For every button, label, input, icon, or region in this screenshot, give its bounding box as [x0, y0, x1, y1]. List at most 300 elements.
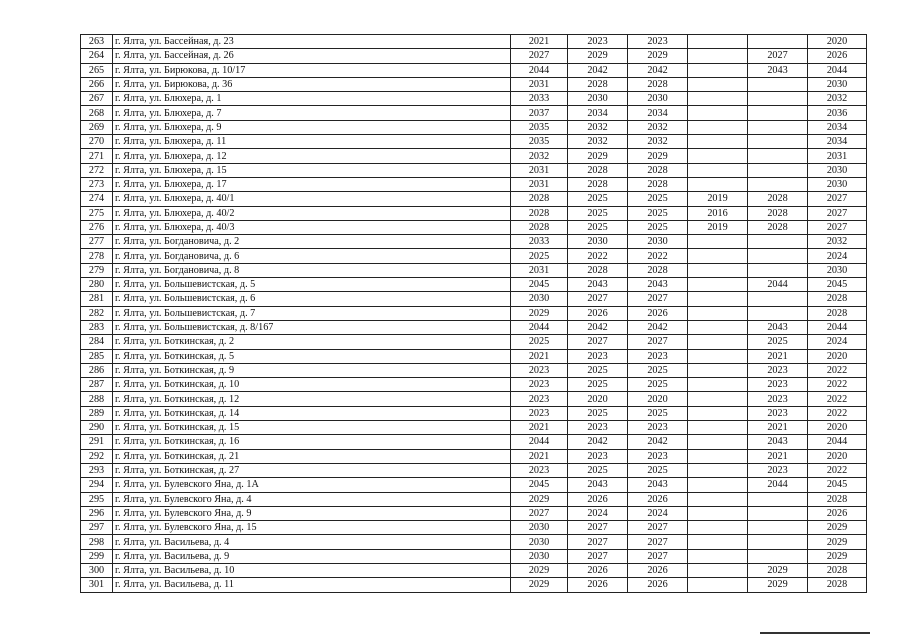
cell-address: г. Ялта, ул. Блюхера, д. 17 [113, 177, 511, 191]
cell-year-col-5: 2029 [748, 578, 808, 592]
table-row [81, 349, 867, 363]
cell-address: г. Ялта, ул. Боткинская, д. 10 [113, 378, 511, 392]
cell-row-number: 278 [81, 249, 113, 263]
cell-year-col-3: 2043 [628, 478, 688, 492]
cell-address: г. Ялта, ул. Васильева, д. 11 [113, 578, 511, 592]
cell-year-col-3: 2028 [628, 177, 688, 191]
cell-year-col-1: 2035 [511, 135, 568, 149]
cell-address: г. Ялта, ул. Васильева, д. 10 [113, 563, 511, 577]
cell-year-col-2: 2032 [568, 120, 628, 134]
cell-year-col-1: 2027 [511, 49, 568, 63]
table-row [81, 406, 867, 420]
cell-year-col-4 [688, 63, 748, 77]
table-row [81, 435, 867, 449]
cell-row-number: 290 [81, 421, 113, 435]
cell-row-number: 272 [81, 163, 113, 177]
cell-row-number: 268 [81, 106, 113, 120]
table-row [81, 292, 867, 306]
cell-year-col-2: 2032 [568, 135, 628, 149]
table-row [81, 263, 867, 277]
cell-row-number: 273 [81, 177, 113, 191]
cell-year-col-4 [688, 163, 748, 177]
cell-year-col-6: 2027 [808, 192, 867, 206]
cell-year-col-1: 2028 [511, 220, 568, 234]
cell-year-col-1: 2023 [511, 378, 568, 392]
cell-year-col-1: 2044 [511, 320, 568, 334]
cell-address: г. Ялта, ул. Блюхера, д. 40/1 [113, 192, 511, 206]
cell-year-col-1: 2031 [511, 77, 568, 91]
cell-year-col-6: 2024 [808, 249, 867, 263]
cell-row-number: 266 [81, 77, 113, 91]
cell-year-col-5: 2025 [748, 335, 808, 349]
cell-year-col-3: 2028 [628, 77, 688, 91]
cell-year-col-5 [748, 77, 808, 91]
table-row [81, 421, 867, 435]
cell-year-col-4: 2019 [688, 192, 748, 206]
cell-year-col-6: 2022 [808, 378, 867, 392]
cell-year-col-6: 2030 [808, 263, 867, 277]
cell-year-col-4 [688, 549, 748, 563]
cell-year-col-5 [748, 263, 808, 277]
cell-year-col-4 [688, 363, 748, 377]
cell-year-col-6: 2029 [808, 549, 867, 563]
table-row [81, 549, 867, 563]
cell-year-col-3: 2022 [628, 249, 688, 263]
cell-year-col-6: 2020 [808, 349, 867, 363]
cell-year-col-5: 2021 [748, 421, 808, 435]
cell-address: г. Ялта, ул. Боткинская, д. 21 [113, 449, 511, 463]
cell-row-number: 267 [81, 92, 113, 106]
cell-year-col-1: 2037 [511, 106, 568, 120]
cell-row-number: 295 [81, 492, 113, 506]
cell-row-number: 286 [81, 363, 113, 377]
cell-row-number: 276 [81, 220, 113, 234]
cell-year-col-6: 2030 [808, 77, 867, 91]
cell-year-col-4 [688, 535, 748, 549]
cell-address: г. Ялта, ул. Бирюкова, д. 10/17 [113, 63, 511, 77]
cell-year-col-1: 2029 [511, 492, 568, 506]
table-row [81, 563, 867, 577]
cell-year-col-4 [688, 449, 748, 463]
cell-row-number: 275 [81, 206, 113, 220]
cell-row-number: 287 [81, 378, 113, 392]
cell-year-col-6: 2028 [808, 306, 867, 320]
cell-year-col-4 [688, 135, 748, 149]
cell-year-col-5: 2023 [748, 463, 808, 477]
table-row [81, 521, 867, 535]
cell-year-col-2: 2023 [568, 349, 628, 363]
cell-row-number: 280 [81, 278, 113, 292]
cell-year-col-6: 2027 [808, 220, 867, 234]
cell-address: г. Ялта, ул. Булевского Яна, д. 15 [113, 521, 511, 535]
table-row [81, 49, 867, 63]
table-row [81, 335, 867, 349]
table-row [81, 120, 867, 134]
cell-address: г. Ялта, ул. Богдановича, д. 2 [113, 235, 511, 249]
table-row [81, 149, 867, 163]
table-row [81, 506, 867, 520]
housing-schedule-table [80, 34, 867, 593]
cell-year-col-5: 2043 [748, 320, 808, 334]
cell-row-number: 271 [81, 149, 113, 163]
cell-year-col-3: 2023 [628, 349, 688, 363]
cell-address: г. Ялта, ул. Боткинская, д. 16 [113, 435, 511, 449]
cell-address: г. Ялта, ул. Большевистская, д. 5 [113, 278, 511, 292]
cell-year-col-4 [688, 35, 748, 49]
cell-row-number: 264 [81, 49, 113, 63]
cell-row-number: 288 [81, 392, 113, 406]
table-row [81, 92, 867, 106]
cell-year-col-3: 2025 [628, 220, 688, 234]
cell-year-col-6: 2028 [808, 492, 867, 506]
cell-year-col-5 [748, 177, 808, 191]
cell-address: г. Ялта, ул. Боткинская, д. 15 [113, 421, 511, 435]
table-row [81, 249, 867, 263]
cell-year-col-6: 2045 [808, 478, 867, 492]
cell-year-col-5 [748, 135, 808, 149]
cell-row-number: 263 [81, 35, 113, 49]
cell-year-col-3: 2024 [628, 506, 688, 520]
cell-year-col-6: 2036 [808, 106, 867, 120]
cell-year-col-1: 2030 [511, 549, 568, 563]
cell-year-col-6: 2031 [808, 149, 867, 163]
cell-year-col-2: 2024 [568, 506, 628, 520]
cell-year-col-1: 2031 [511, 163, 568, 177]
cell-year-col-6: 2029 [808, 521, 867, 535]
cell-year-col-3: 2042 [628, 435, 688, 449]
cell-row-number: 296 [81, 506, 113, 520]
cell-year-col-4 [688, 292, 748, 306]
table-row [81, 192, 867, 206]
cell-year-col-1: 2044 [511, 63, 568, 77]
cell-year-col-5: 2021 [748, 449, 808, 463]
cell-year-col-1: 2045 [511, 478, 568, 492]
cell-row-number: 292 [81, 449, 113, 463]
cell-year-col-4 [688, 392, 748, 406]
cell-year-col-3: 2030 [628, 92, 688, 106]
cell-year-col-1: 2023 [511, 363, 568, 377]
cell-address: г. Ялта, ул. Боткинская, д. 2 [113, 335, 511, 349]
cell-row-number: 279 [81, 263, 113, 277]
cell-year-col-3: 2027 [628, 535, 688, 549]
cell-year-col-2: 2028 [568, 263, 628, 277]
cell-year-col-1: 2044 [511, 435, 568, 449]
cell-row-number: 289 [81, 406, 113, 420]
cell-row-number: 269 [81, 120, 113, 134]
cell-year-col-3: 2025 [628, 363, 688, 377]
cell-year-col-6: 2032 [808, 235, 867, 249]
table-row [81, 135, 867, 149]
cell-year-col-4 [688, 378, 748, 392]
cell-row-number: 301 [81, 578, 113, 592]
cell-year-col-4 [688, 463, 748, 477]
cell-year-col-2: 2030 [568, 235, 628, 249]
document-sheet [80, 34, 866, 593]
table-row [81, 320, 867, 334]
cell-year-col-1: 2028 [511, 192, 568, 206]
cell-address: г. Ялта, ул. Боткинская, д. 12 [113, 392, 511, 406]
table-row [81, 363, 867, 377]
cell-address: г. Ялта, ул. Бассейная, д. 26 [113, 49, 511, 63]
cell-year-col-2: 2027 [568, 292, 628, 306]
cell-year-col-4 [688, 406, 748, 420]
cell-year-col-3: 2029 [628, 149, 688, 163]
table-body [81, 35, 867, 593]
page-edge-mark [760, 632, 870, 634]
table-row [81, 492, 867, 506]
cell-year-col-4 [688, 578, 748, 592]
cell-year-col-4 [688, 120, 748, 134]
cell-row-number: 282 [81, 306, 113, 320]
cell-year-col-2: 2028 [568, 77, 628, 91]
cell-year-col-5 [748, 92, 808, 106]
cell-year-col-4 [688, 49, 748, 63]
cell-year-col-3: 2025 [628, 192, 688, 206]
cell-year-col-5: 2023 [748, 406, 808, 420]
cell-year-col-3: 2042 [628, 320, 688, 334]
table-row [81, 449, 867, 463]
cell-year-col-4 [688, 492, 748, 506]
table-row [81, 177, 867, 191]
cell-year-col-5 [748, 235, 808, 249]
cell-year-col-1: 2021 [511, 449, 568, 463]
cell-year-col-4 [688, 278, 748, 292]
cell-year-col-5: 2028 [748, 192, 808, 206]
cell-year-col-2: 2028 [568, 177, 628, 191]
cell-year-col-2: 2042 [568, 435, 628, 449]
cell-year-col-6: 2022 [808, 392, 867, 406]
cell-address: г. Ялта, ул. Булевского Яна, д. 4 [113, 492, 511, 506]
cell-year-col-2: 2042 [568, 63, 628, 77]
cell-year-col-5 [748, 120, 808, 134]
cell-year-col-1: 2031 [511, 263, 568, 277]
table-row [81, 278, 867, 292]
cell-year-col-5: 2028 [748, 220, 808, 234]
cell-year-col-6: 2034 [808, 120, 867, 134]
cell-year-col-2: 2027 [568, 535, 628, 549]
table-row [81, 463, 867, 477]
cell-year-col-6: 2020 [808, 35, 867, 49]
cell-row-number: 300 [81, 563, 113, 577]
cell-year-col-2: 2025 [568, 406, 628, 420]
cell-year-col-5: 2023 [748, 378, 808, 392]
table-row [81, 235, 867, 249]
cell-year-col-6: 2034 [808, 135, 867, 149]
cell-year-col-3: 2026 [628, 492, 688, 506]
cell-year-col-4 [688, 320, 748, 334]
cell-year-col-5: 2023 [748, 363, 808, 377]
cell-year-col-4 [688, 77, 748, 91]
cell-year-col-3: 2026 [628, 578, 688, 592]
cell-year-col-6: 2022 [808, 363, 867, 377]
cell-year-col-6: 2028 [808, 563, 867, 577]
cell-year-col-5 [748, 292, 808, 306]
cell-year-col-6: 2024 [808, 335, 867, 349]
cell-year-col-2: 2022 [568, 249, 628, 263]
cell-row-number: 299 [81, 549, 113, 563]
cell-row-number: 281 [81, 292, 113, 306]
cell-year-col-5: 2029 [748, 563, 808, 577]
cell-year-col-3: 2028 [628, 163, 688, 177]
cell-year-col-4 [688, 421, 748, 435]
cell-year-col-6: 2044 [808, 320, 867, 334]
cell-year-col-5 [748, 249, 808, 263]
cell-year-col-1: 2033 [511, 235, 568, 249]
cell-year-col-2: 2025 [568, 206, 628, 220]
cell-year-col-1: 2021 [511, 421, 568, 435]
cell-year-col-3: 2032 [628, 120, 688, 134]
cell-year-col-3: 2042 [628, 63, 688, 77]
cell-year-col-5 [748, 535, 808, 549]
cell-year-col-1: 2023 [511, 463, 568, 477]
cell-year-col-2: 2025 [568, 378, 628, 392]
cell-year-col-1: 2035 [511, 120, 568, 134]
cell-address: г. Ялта, ул. Боткинская, д. 14 [113, 406, 511, 420]
cell-address: г. Ялта, ул. Боткинская, д. 5 [113, 349, 511, 363]
table-row [81, 77, 867, 91]
cell-year-col-4 [688, 149, 748, 163]
cell-year-col-6: 2028 [808, 292, 867, 306]
cell-year-col-2: 2030 [568, 92, 628, 106]
cell-address: г. Ялта, ул. Большевистская, д. 8/167 [113, 320, 511, 334]
cell-year-col-5: 2044 [748, 478, 808, 492]
cell-year-col-6: 2020 [808, 449, 867, 463]
table-row [81, 206, 867, 220]
cell-year-col-2: 2027 [568, 335, 628, 349]
cell-year-col-6: 2027 [808, 206, 867, 220]
cell-year-col-6: 2026 [808, 506, 867, 520]
cell-year-col-4 [688, 235, 748, 249]
cell-year-col-2: 2043 [568, 278, 628, 292]
cell-year-col-3: 2023 [628, 35, 688, 49]
table-row [81, 578, 867, 592]
cell-year-col-3: 2026 [628, 306, 688, 320]
table-row [81, 106, 867, 120]
cell-year-col-5: 2043 [748, 435, 808, 449]
cell-year-col-5 [748, 549, 808, 563]
cell-address: г. Ялта, ул. Блюхера, д. 1 [113, 92, 511, 106]
cell-year-col-4 [688, 521, 748, 535]
cell-year-col-3: 2025 [628, 463, 688, 477]
cell-year-col-3: 2027 [628, 521, 688, 535]
cell-year-col-1: 2029 [511, 306, 568, 320]
cell-row-number: 293 [81, 463, 113, 477]
cell-address: г. Ялта, ул. Бассейная, д. 23 [113, 35, 511, 49]
cell-year-col-6: 2030 [808, 177, 867, 191]
cell-year-col-1: 2030 [511, 535, 568, 549]
cell-year-col-4 [688, 249, 748, 263]
cell-year-col-2: 2026 [568, 578, 628, 592]
cell-year-col-5 [748, 35, 808, 49]
cell-year-col-5 [748, 163, 808, 177]
cell-year-col-5 [748, 492, 808, 506]
cell-year-col-1: 2030 [511, 292, 568, 306]
cell-year-col-4 [688, 349, 748, 363]
cell-address: г. Ялта, ул. Боткинская, д. 27 [113, 463, 511, 477]
cell-address: г. Ялта, ул. Блюхера, д. 12 [113, 149, 511, 163]
cell-row-number: 277 [81, 235, 113, 249]
cell-address: г. Ялта, ул. Васильева, д. 4 [113, 535, 511, 549]
cell-year-col-2: 2042 [568, 320, 628, 334]
cell-year-col-5: 2023 [748, 392, 808, 406]
cell-year-col-2: 2029 [568, 49, 628, 63]
cell-year-col-3: 2029 [628, 49, 688, 63]
cell-year-col-2: 2027 [568, 521, 628, 535]
cell-year-col-6: 2022 [808, 406, 867, 420]
cell-year-col-3: 2025 [628, 406, 688, 420]
cell-year-col-2: 2023 [568, 35, 628, 49]
cell-year-col-4 [688, 335, 748, 349]
cell-year-col-6: 2044 [808, 435, 867, 449]
cell-year-col-1: 2028 [511, 206, 568, 220]
cell-year-col-3: 2023 [628, 449, 688, 463]
cell-address: г. Ялта, ул. Булевского Яна, д. 1А [113, 478, 511, 492]
cell-year-col-1: 2030 [511, 521, 568, 535]
table-row [81, 163, 867, 177]
cell-year-col-6: 2032 [808, 92, 867, 106]
cell-year-col-3: 2030 [628, 235, 688, 249]
cell-year-col-2: 2028 [568, 163, 628, 177]
cell-row-number: 291 [81, 435, 113, 449]
cell-address: г. Ялта, ул. Блюхера, д. 9 [113, 120, 511, 134]
cell-year-col-1: 2027 [511, 506, 568, 520]
cell-year-col-1: 2033 [511, 92, 568, 106]
cell-row-number: 284 [81, 335, 113, 349]
cell-year-col-6: 2030 [808, 163, 867, 177]
cell-year-col-3: 2027 [628, 292, 688, 306]
cell-year-col-2: 2023 [568, 421, 628, 435]
cell-address: г. Ялта, ул. Блюхера, д. 40/3 [113, 220, 511, 234]
cell-year-col-3: 2027 [628, 335, 688, 349]
cell-year-col-1: 2023 [511, 392, 568, 406]
cell-address: г. Ялта, ул. Блюхера, д. 15 [113, 163, 511, 177]
cell-year-col-1: 2045 [511, 278, 568, 292]
cell-year-col-5 [748, 106, 808, 120]
cell-row-number: 274 [81, 192, 113, 206]
cell-address: г. Ялта, ул. Блюхера, д. 11 [113, 135, 511, 149]
cell-row-number: 283 [81, 320, 113, 334]
cell-year-col-1: 2032 [511, 149, 568, 163]
cell-year-col-4 [688, 435, 748, 449]
cell-year-col-4 [688, 506, 748, 520]
cell-year-col-3: 2032 [628, 135, 688, 149]
cell-year-col-5 [748, 506, 808, 520]
cell-year-col-1: 2021 [511, 35, 568, 49]
cell-year-col-5: 2043 [748, 63, 808, 77]
cell-year-col-5: 2021 [748, 349, 808, 363]
cell-year-col-1: 2031 [511, 177, 568, 191]
cell-year-col-3: 2028 [628, 263, 688, 277]
cell-year-col-4 [688, 478, 748, 492]
cell-address: г. Ялта, ул. Блюхера, д. 40/2 [113, 206, 511, 220]
table-row [81, 392, 867, 406]
cell-year-col-2: 2043 [568, 478, 628, 492]
table-row [81, 35, 867, 49]
cell-year-col-5 [748, 521, 808, 535]
cell-year-col-4: 2019 [688, 220, 748, 234]
cell-year-col-1: 2025 [511, 249, 568, 263]
cell-year-col-2: 2026 [568, 563, 628, 577]
table-row [81, 535, 867, 549]
cell-year-col-4 [688, 106, 748, 120]
table-row [81, 220, 867, 234]
cell-row-number: 265 [81, 63, 113, 77]
cell-year-col-3: 2043 [628, 278, 688, 292]
cell-row-number: 298 [81, 535, 113, 549]
cell-row-number: 270 [81, 135, 113, 149]
cell-year-col-2: 2026 [568, 306, 628, 320]
cell-address: г. Ялта, ул. Богдановича, д. 8 [113, 263, 511, 277]
